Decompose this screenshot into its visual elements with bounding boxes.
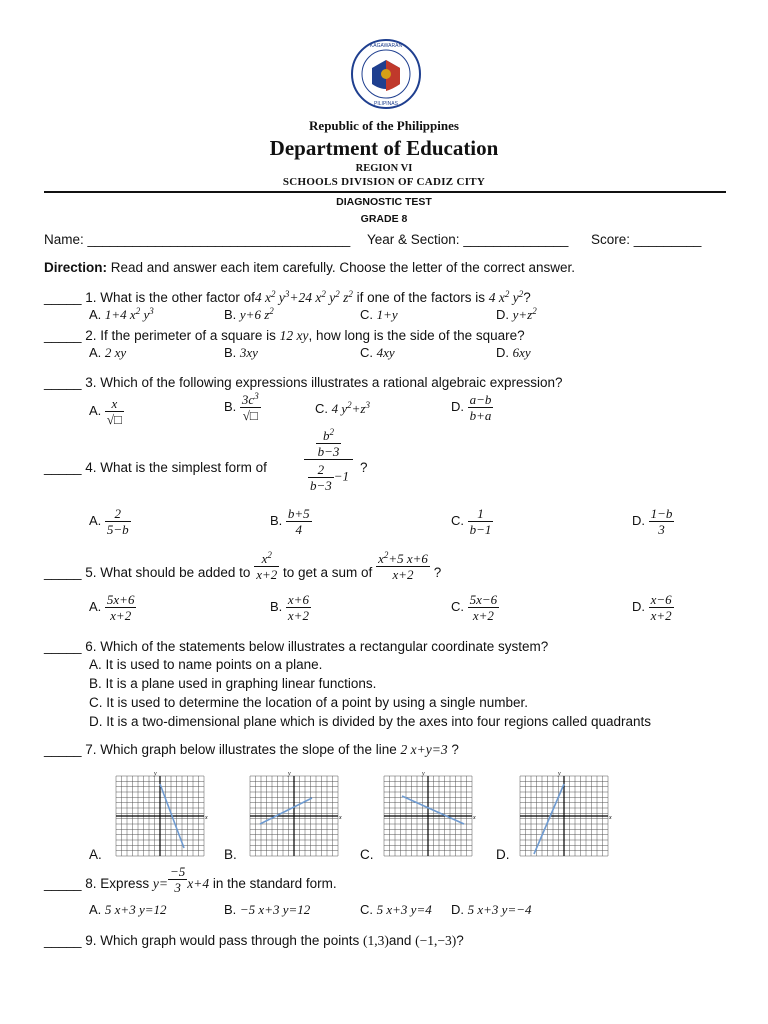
- q3-b-label: B.: [224, 398, 240, 414]
- graph-line: [534, 784, 564, 854]
- q5-a-label: A.: [89, 598, 105, 614]
- q1-option-c[interactable]: C. 1+y: [360, 307, 398, 322]
- q7-text: _____ 7. Which graph below illustrates the slope of the line: [44, 742, 397, 757]
- question-1: _____ 1. What is the other factor of4 $x^2$ $y^3+24$ $x^2$ $y^2$ $z^2$ if one of the factors is 4 $x^2$ $y^2$?: [44, 289, 531, 305]
- q2-text: _____ 2. If the perimeter of a square is: [44, 328, 276, 343]
- q1-tail: if one of the factors is: [356, 290, 485, 305]
- q7-graph-d[interactable]: [516, 770, 616, 858]
- q3-d-label: D.: [451, 398, 468, 414]
- deped-seal: [350, 38, 422, 110]
- q6-option-b[interactable]: B. It is a plane used in graphing linear functions.: [89, 676, 377, 691]
- question-5: _____ 5. What should be added to $\frac{x^2}{x+2}$ to get a sum of $\frac{x^2+5 x+6}{x+2}$ ?: [44, 549, 442, 582]
- question-7: _____ 7. Which graph below illustrates the slope of the line 2 x+y=3 ?: [44, 742, 459, 757]
- q5-d-label: D.: [632, 598, 649, 614]
- q4-b-label: B.: [270, 512, 286, 528]
- q4-option-d[interactable]: D. $\frac{1-b}{3}$: [632, 506, 673, 537]
- question-9: _____ 9. Which graph would pass through the points (1,3)and (−1,−3)?: [44, 933, 464, 948]
- x-axis-label: x: [205, 815, 208, 821]
- grade-line: GRADE 8: [360, 213, 408, 225]
- q3-option-b[interactable]: B. $\frac{3c^3}{√□}$: [224, 391, 259, 423]
- graph-line: [260, 798, 312, 824]
- q4-text: _____ 4. What is the simplest form of: [44, 460, 267, 475]
- question-2: _____ 2. If the perimeter of a square is 12 xy, how long is the side of the square?: [44, 328, 525, 343]
- q1-d-label: D.: [496, 307, 513, 322]
- q5-c-label: C.: [451, 598, 468, 614]
- q1-c-label: C.: [360, 307, 377, 322]
- question-6: _____ 6. Which of the statements below illustrates a rectangular coordinate system?: [44, 639, 549, 654]
- q5-end: ?: [433, 565, 442, 580]
- q2-b-label: B.: [224, 345, 240, 360]
- q3-c-label: C.: [315, 401, 332, 416]
- test-title: DIAGNOSTIC TEST: [336, 196, 432, 208]
- q6-option-d[interactable]: D. It is a two-dimensional plane which is divided by the axes into four regions called quadrants: [89, 714, 652, 729]
- q8-tail: in the standard form.: [212, 876, 337, 892]
- q4-a-label: A.: [89, 512, 105, 528]
- q1-end: ?: [523, 290, 531, 305]
- x-axis-label: x: [609, 815, 612, 821]
- q5-option-d[interactable]: D. $\frac{x-6}{x+2}$: [632, 592, 672, 623]
- q5-mid: to get a sum of: [283, 565, 373, 580]
- q2-option-a[interactable]: A. 2 xy: [89, 345, 127, 360]
- q4-end: ?: [360, 460, 368, 475]
- q4-d-label: D.: [632, 512, 649, 528]
- q5-option-a[interactable]: A. $\frac{5x+6}{x+2}$: [89, 592, 135, 623]
- q7-graph-c[interactable]: [380, 770, 480, 858]
- q7-option-c[interactable]: C.: [360, 847, 374, 862]
- q3-option-c[interactable]: C. 4 $y^2+z^3$: [315, 400, 370, 416]
- q2-option-d[interactable]: D. 6xy: [496, 345, 531, 360]
- q4-complex-fraction: $\frac{b^2}{b-3}$ $\frac{2}{b-3}$ −1: [304, 428, 353, 493]
- q6-option-c[interactable]: C. It is used to determine the location of a point by using a single number.: [89, 695, 529, 710]
- q2-a-label: A.: [89, 345, 105, 360]
- svg-text:KAGAWARAN: KAGAWARAN: [369, 43, 403, 49]
- q2-tail: , how long is the side of the square?: [308, 328, 525, 343]
- y-axis-label: y: [288, 771, 291, 777]
- q7-option-a[interactable]: A.: [89, 847, 102, 862]
- y-axis-label: y: [558, 771, 561, 777]
- q2-d-label: D.: [496, 345, 513, 360]
- q7-option-b[interactable]: B.: [224, 847, 237, 862]
- direction-text: Read and answer each item carefully. Choose the letter of the correct answer.: [107, 260, 576, 275]
- question-3: _____ 3. Which of the following expressions illustrates a rational algebraic expression?: [44, 375, 563, 390]
- q1-option-d[interactable]: D. $y+z^2$: [496, 306, 537, 322]
- y-axis-label: y: [154, 771, 157, 777]
- q5-option-c[interactable]: C. $\frac{5x-6}{x+2}$: [451, 592, 498, 623]
- q3-a-label: A.: [89, 402, 105, 418]
- q7-graph-a[interactable]: [112, 770, 212, 858]
- x-axis-label: x: [473, 815, 476, 821]
- q8-a-label: A.: [89, 902, 105, 917]
- q8-option-d[interactable]: D. 5 x+3 y=−4: [451, 902, 532, 917]
- q2-c-label: C.: [360, 345, 377, 360]
- q1-option-b[interactable]: B. y+6 $z^2$: [224, 306, 274, 322]
- svg-text:PILIPINAS: PILIPINAS: [374, 101, 398, 107]
- name-field[interactable]: Name: ___________________________________: [44, 232, 351, 247]
- q8-text: _____ 8. Express: [44, 876, 150, 892]
- q6-option-a[interactable]: A. It is used to name points on a plane.: [89, 657, 323, 672]
- x-axis-label: x: [339, 815, 342, 821]
- q1-b-label: B.: [224, 307, 240, 322]
- q8-b-label: B.: [224, 902, 240, 917]
- q8-option-b[interactable]: B. −5 x+3 y=12: [224, 902, 311, 917]
- score-field[interactable]: Score: _________: [591, 232, 702, 247]
- q2-option-b[interactable]: B. 3xy: [224, 345, 258, 360]
- q8-d-label: D.: [451, 902, 468, 917]
- q8-c-label: C.: [360, 902, 377, 917]
- q8-option-c[interactable]: C. 5 x+3 y=4: [360, 902, 432, 917]
- y-axis-label: y: [422, 771, 425, 777]
- q7-graph-b[interactable]: [246, 770, 346, 858]
- q3-option-d[interactable]: D. $\frac{a-b}{b+a}$: [451, 392, 492, 423]
- q5-option-b[interactable]: B. $\frac{x+6}{x+2}$: [270, 592, 309, 623]
- question-8: _____ 8. Express y= $\frac{-5}{3}$ x+4 in the standard form.: [44, 864, 337, 895]
- q7-option-d[interactable]: D.: [496, 847, 510, 862]
- department-title: Department of Education: [269, 136, 499, 160]
- q1-option-a[interactable]: A. 1+4 $x^2$ $y^3$: [89, 306, 154, 322]
- q5-b-label: B.: [270, 598, 286, 614]
- q5-text: _____ 5. What should be added to: [44, 565, 251, 580]
- q9-mid: and: [388, 933, 412, 948]
- q9-end: ?: [456, 933, 464, 948]
- q7-end: ?: [451, 742, 459, 757]
- q9-text: _____ 9. Which graph would pass through the points: [44, 933, 360, 948]
- direction-label: Direction:: [44, 260, 108, 275]
- q4-option-c[interactable]: C. $\frac{1}{b-1}$: [451, 506, 492, 537]
- q4-c-label: C.: [451, 512, 468, 528]
- q8-option-a[interactable]: A. 5 x+3 y=12: [89, 902, 167, 917]
- q1-text: _____ 1. What is the other factor of: [44, 290, 255, 305]
- republic-line: Republic of the Philippines: [309, 118, 459, 133]
- q3-option-a[interactable]: A. $\frac{x}{√□}$: [89, 396, 122, 427]
- q2-option-c[interactable]: C. 4xy: [360, 345, 395, 360]
- division-line: SCHOOLS DIVISION OF CADIZ CITY: [282, 176, 486, 188]
- header-rule: [44, 191, 726, 193]
- region-line: REGION VI: [355, 163, 413, 174]
- q4-option-a[interactable]: A. $\frac{2}{5-b}$: [89, 506, 129, 537]
- question-4: [44, 459, 267, 476]
- direction: [44, 259, 575, 276]
- section-field[interactable]: Year & Section: ______________: [367, 232, 569, 247]
- q4-option-b[interactable]: B. $\frac{b+5}{4}$: [270, 506, 310, 537]
- q1-a-label: A.: [89, 307, 105, 322]
